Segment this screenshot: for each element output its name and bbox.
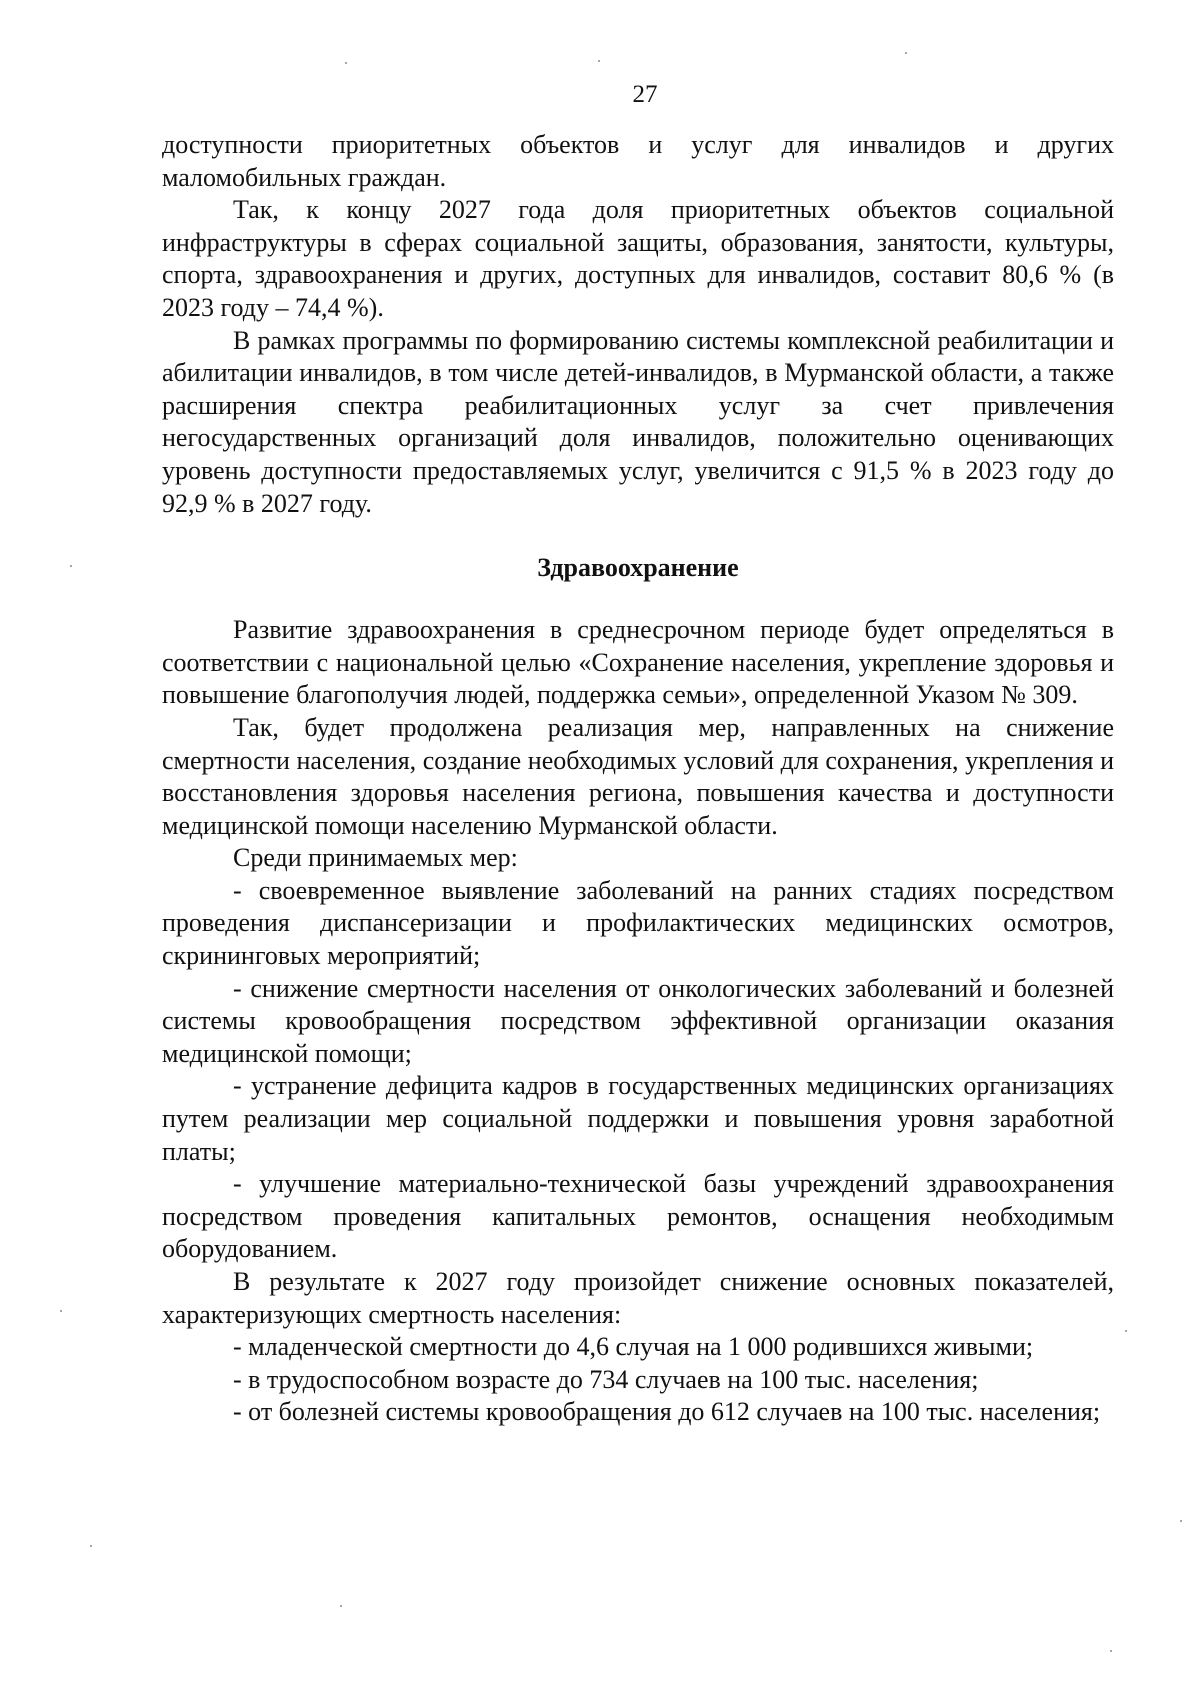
list-item: - снижение смертности населения от онкологических заболеваний и болезней системы кровообращения посредством эффективной организации оказания медицинской помощи; (162, 973, 1114, 1068)
list-item: - устранение дефицита кадров в государственных медицинских организациях путем реализации мер социальной поддержки и повышения уровня заработной платы; (162, 1071, 1114, 1166)
paragraph-accessibility-share: Так, к концу 2027 года доля приоритетных объектов социальной инфраструктуры в сферах социальной защиты, образования, занятости, культуры, спорта, здравоохранения и других, доступных для инвалидов, составит 80,6 % (в 2023 году – 74,4 %). (162, 195, 1114, 322)
paragraph-measures-intro: Среди принимаемых мер: (233, 843, 518, 873)
paragraph-rehabilitation: В рамках программы по формированию системы комплексной реабилитации и абилитации инвалидов, в том числе детей-инвалидов, в Мурманской области, а также расширения спектра реабилитационных услуг за счет привлечения негосударственных организаций доля инвалидов, положительно оценивающих уровень доступности предоставляемых услуг, увеличится с 91,5 % в 2023 году до 92,9 % в 2027 году. (162, 325, 1114, 518)
scan-speck (345, 62, 347, 64)
document-body (162, 129, 1114, 1429)
scan-speck (1125, 1330, 1127, 1332)
scan-speck (1180, 1520, 1182, 1522)
scan-speck (90, 1545, 92, 1547)
scan-speck (1110, 1650, 1112, 1652)
scan-speck (905, 52, 907, 54)
section-heading: Здравоохранение (537, 553, 739, 583)
list-item: - младенческой смертности до 4,6 случая на 1 000 родившихся живыми; (233, 1332, 1034, 1362)
list-item: - улучшение материально-технической базы учреждений здравоохранения посредством проведения капитальных ремонтов, оснащения необходимым оборудованием. (162, 1169, 1114, 1264)
page-number: 27 (632, 81, 658, 108)
paragraph-mortality-measures: Так, будет продолжена реализация мер, направленных на снижение смертности населения, создание необходимых условий для сохранения, укрепления и восстановления здоровья населения региона, повышения качества и доступности медицинской помощи населению Мурманской области. (162, 712, 1114, 840)
list-item: - в трудоспособном возрасте до 734 случаев на 100 тыс. населения; (233, 1364, 979, 1394)
scan-speck (60, 1310, 62, 1312)
scan-speck (340, 1605, 342, 1607)
scan-speck (70, 565, 72, 567)
paragraph-healthcare-goal: Развитие здравоохранения в среднесрочном периоде будет определяться в соответствии с национальной целью «Сохранение населения, укрепление здоровья и повышение благополучия людей, поддержка семьи», определенной Указом № 309. (162, 615, 1114, 710)
list-item: - своевременное выявление заболеваний на ранних стадиях посредством проведения диспансеризации и профилактических медицинских осмотров, скрининговых мероприятий; (162, 875, 1114, 971)
paragraph-results-intro: В результате к 2027 году произойдет снижение основных показателей, характеризующих смертность населения: (162, 1267, 1114, 1329)
paragraph-continuation: доступности приоритетных объектов и услуг для инвалидов и других маломобильных граждан. (162, 130, 1114, 192)
scan-speck (598, 60, 600, 62)
list-item: - от болезней системы кровообращения до 612 случаев на 100 тыс. населения; (233, 1397, 1101, 1427)
